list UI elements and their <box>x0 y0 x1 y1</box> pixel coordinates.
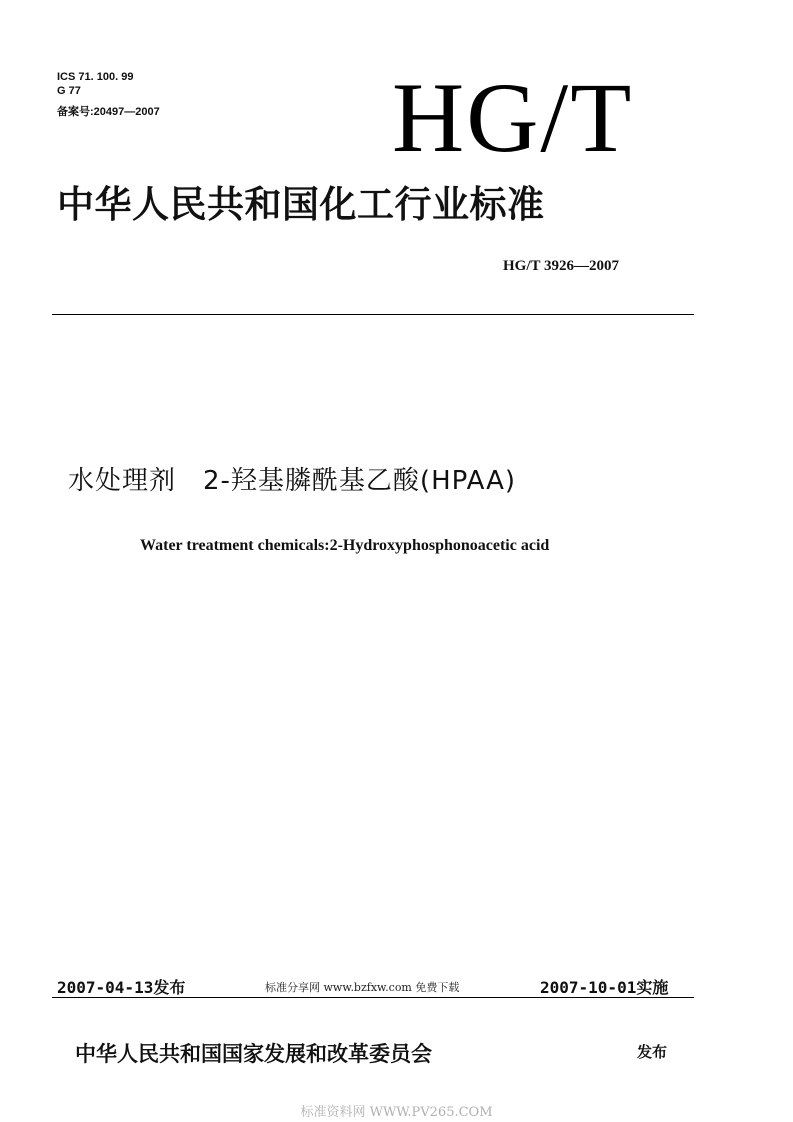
standard-number: HG/T 3926—2007 <box>503 258 619 274</box>
issuer-suffix: 发布 <box>637 1043 668 1061</box>
issuing-authority: 中华人民共和国国家发展和改革委员会 <box>75 1042 432 1066</box>
document-title-zh: 水处理剂 2-羟基膦酰基乙酸(HPAA) <box>68 466 517 496</box>
implementation-date: 2007-10-01实施 <box>540 978 669 997</box>
standard-body-title: 中华人民共和国化工行业标准 <box>57 183 545 226</box>
bottom-divider <box>52 997 694 998</box>
top-divider <box>52 314 694 315</box>
document-title-en: Water treatment chemicals:2-Hydroxyphosphonoacetic acid <box>140 537 550 554</box>
classification-code: G 77 <box>57 85 81 97</box>
standard-mark: HG/T <box>392 62 634 173</box>
registration-number: 备案号:20497—2007 <box>57 106 160 118</box>
issue-date: 2007-04-13发布 <box>57 978 186 997</box>
ics-code: ICS 71. 100. 99 <box>57 71 134 83</box>
download-note: 标准分享网 www.bzfxw.com 免费下载 <box>265 981 460 994</box>
footer-watermark: 标准资料网 WWW.PV265.COM <box>300 1105 493 1120</box>
